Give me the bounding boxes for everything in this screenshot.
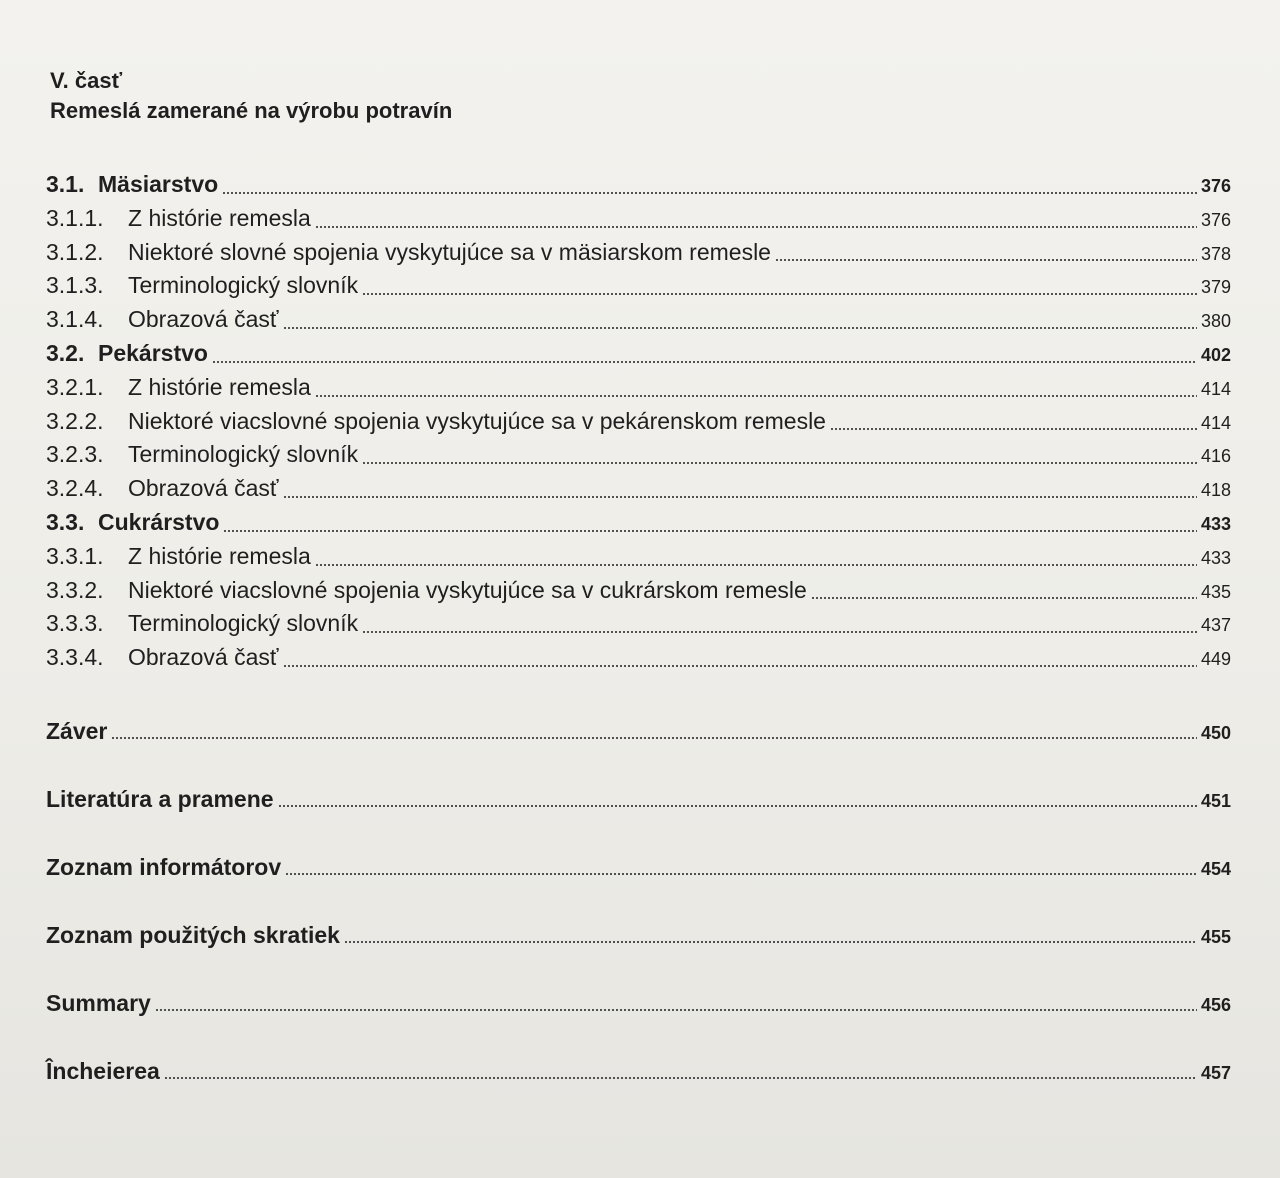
toc-entry — [46, 303, 1231, 337]
toc-major-entry — [46, 1037, 1231, 1105]
toc-entry-number: 3.1.1. — [46, 204, 104, 231]
toc-entry-number: 3.3.2. — [46, 576, 104, 603]
dot-leader — [164, 1077, 1197, 1079]
toc-entry-number: 3.2.1. — [46, 373, 104, 400]
toc-entry-number: 3.2.4. — [46, 475, 104, 502]
toc-entry-title: Terminologický slovník — [128, 441, 359, 468]
table-of-contents — [46, 168, 1246, 1105]
dot-leader — [830, 428, 1197, 430]
toc-entry-title: Obrazová časť — [128, 475, 279, 502]
dot-leader — [111, 737, 1197, 739]
toc-page-number: 376 — [1201, 176, 1232, 196]
toc-major-entry — [46, 969, 1231, 1037]
dot-leader — [362, 293, 1197, 295]
toc-entry-title: Niektoré viacslovné spojenia vyskytujúce sa v pekárenskom remesle — [128, 407, 826, 434]
toc-entry-title: Terminologický slovník — [128, 272, 359, 299]
dot-leader — [315, 564, 1197, 566]
toc-entry-title: Obrazová časť — [128, 644, 279, 671]
toc-section — [46, 506, 1231, 540]
toc-section-number: 3.3. — [46, 508, 85, 535]
dot-leader — [344, 941, 1197, 943]
toc-page-number: 455 — [1201, 926, 1232, 947]
toc-major-entry — [46, 833, 1231, 901]
dot-leader — [283, 327, 1197, 329]
toc-major-title: Summary — [46, 989, 151, 1016]
dot-leader — [283, 496, 1197, 498]
toc-page-number: 376 — [1201, 209, 1232, 230]
part-title: Remeslá zamerané na výrobu potravín — [50, 98, 453, 123]
toc-entry-title: Obrazová časť — [128, 306, 279, 333]
dot-leader — [212, 361, 1197, 363]
toc-entry — [46, 371, 1231, 405]
toc-entry — [46, 438, 1231, 472]
toc-page-number: 418 — [1201, 480, 1232, 501]
dot-leader — [775, 259, 1197, 261]
toc-page-number: 379 — [1201, 277, 1232, 298]
toc-section-number: 3.1. — [46, 171, 85, 197]
toc-entry — [46, 472, 1231, 506]
dot-leader — [155, 1009, 1197, 1011]
toc-major-title: Zoznam použitých skratiek — [46, 921, 340, 948]
toc-entry-number: 3.1.4. — [46, 306, 104, 333]
dot-leader — [362, 631, 1197, 633]
toc-page-number: 454 — [1201, 858, 1232, 879]
toc-page-number: 416 — [1201, 446, 1232, 467]
part-label: V. časť — [50, 68, 123, 93]
toc-entry — [46, 607, 1231, 641]
dot-leader — [278, 805, 1197, 807]
dot-leader — [811, 597, 1197, 599]
toc-entry — [46, 641, 1231, 675]
toc-spacer — [46, 675, 1246, 697]
toc-page-number: 437 — [1201, 615, 1232, 636]
toc-entry-title: Niektoré viacslovné spojenia vyskytujúce sa v cukrárskom remesle — [128, 576, 807, 603]
toc-entry-title: Z histórie remesla — [128, 542, 311, 569]
dot-leader — [222, 192, 1197, 194]
toc-page-number: 450 — [1201, 722, 1232, 743]
toc-major-entry — [46, 901, 1231, 969]
toc-entry-number: 3.2.2. — [46, 407, 104, 434]
dot-leader — [283, 665, 1197, 667]
dot-leader — [285, 873, 1197, 875]
toc-major-title: Încheierea — [46, 1057, 160, 1084]
toc-entry-title: Z histórie remesla — [128, 204, 311, 231]
toc-entry-number: 3.2.3. — [46, 441, 104, 468]
toc-page-number: 414 — [1201, 378, 1232, 399]
toc-entry — [46, 574, 1231, 608]
toc-entry-number: 3.3.1. — [46, 542, 104, 569]
toc-entry-number: 3.1.3. — [46, 272, 104, 299]
toc-section-title: Cukrárstvo — [98, 508, 220, 535]
toc-entry — [46, 236, 1231, 270]
toc-major-title: Zoznam informátorov — [46, 853, 282, 880]
toc-page-number: 414 — [1201, 412, 1232, 433]
toc-entry-title: Terminologický slovník — [128, 610, 359, 637]
toc-entry — [46, 202, 1231, 236]
toc-page-number: 451 — [1201, 790, 1232, 811]
toc-page-number: 457 — [1201, 1062, 1232, 1083]
toc-entry-title: Niektoré slovné spojenia vyskytujúce sa v mäsiarskom remesle — [128, 238, 771, 265]
dot-leader — [362, 462, 1197, 464]
toc-major-entry — [46, 765, 1231, 833]
toc-section-number: 3.2. — [46, 339, 85, 366]
toc-section — [46, 168, 1231, 202]
toc-page-number: 435 — [1201, 581, 1232, 602]
toc-entry-number: 3.1.2. — [46, 238, 104, 265]
part-heading — [50, 66, 452, 126]
toc-page-number: 456 — [1201, 994, 1232, 1015]
dot-leader — [315, 226, 1197, 228]
toc-section-title: Mäsiarstvo — [98, 171, 219, 197]
toc-major-title: Literatúra a pramene — [46, 785, 274, 812]
toc-page-number: 402 — [1201, 344, 1232, 365]
toc-page-number: 433 — [1201, 547, 1232, 568]
toc-entry — [46, 269, 1231, 303]
toc-section — [46, 337, 1231, 371]
toc-entry-title: Z histórie remesla — [128, 373, 311, 400]
toc-entry-number: 3.3.3. — [46, 610, 104, 637]
dot-leader — [315, 395, 1197, 397]
toc-major-title: Záver — [46, 717, 108, 744]
toc-page-number: 433 — [1201, 513, 1232, 534]
toc-page-number: 380 — [1201, 311, 1232, 332]
toc-entry — [46, 405, 1231, 439]
dot-leader — [223, 530, 1197, 532]
toc-page-number: 378 — [1201, 243, 1232, 264]
toc-entry — [46, 540, 1231, 574]
toc-section-title: Pekárstvo — [98, 339, 208, 366]
toc-entry-number: 3.3.4. — [46, 644, 104, 671]
toc-page-number: 449 — [1201, 649, 1232, 670]
toc-major-entry — [46, 697, 1231, 765]
